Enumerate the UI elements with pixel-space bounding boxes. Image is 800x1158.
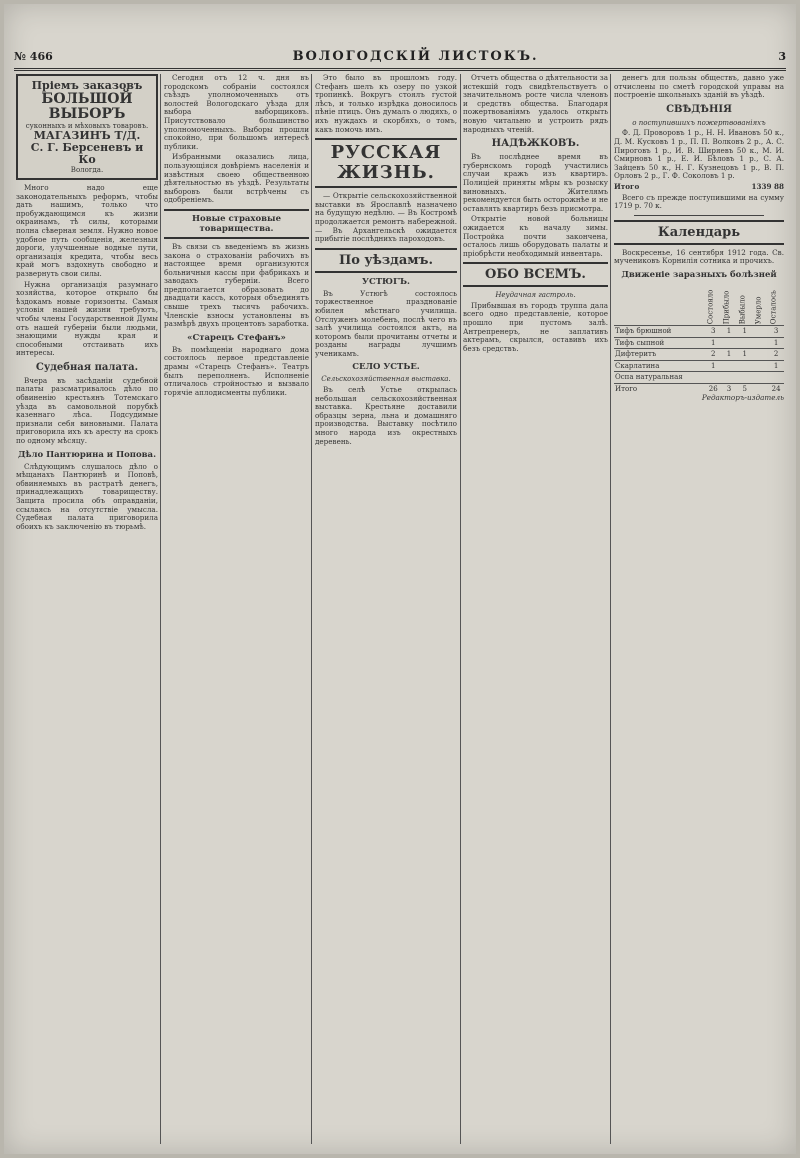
article-text: Въ послѣднее время въ губернскомъ городѣ участились случаи кражъ изъ квартиръ. Полиціей приняты мѣры къ розыску виновныхъ. Жителямъ рекомендуется быть осторожнѣе и не оставлять квартиръ безъ присмотра. <box>463 152 608 213</box>
article-text: денегъ для пользы обществъ, давно уже отчислены по сметѣ городской управы на построеніе школьныхъ зданій въ уѣздѣ. <box>614 74 784 100</box>
footer-signature: Редакторъ-издатель <box>701 393 784 403</box>
column-5 <box>614 74 784 1144</box>
table-header: Состояло <box>707 289 716 325</box>
article-headline: Дѣло Пантюрина и Попова. <box>17 449 157 460</box>
article-subheadline: УСТЮГЪ. <box>362 276 410 287</box>
column-4 <box>463 74 608 1144</box>
article-text: — Открытіе сельскохозяйственной выставки въ Ярославлѣ назначено на будущую недѣлю. — Въ Костромѣ продолжается ремонтъ набережной. — Въ Архангельскѣ ожидается прибытіе послѣднихъ пароходовъ. <box>315 191 457 244</box>
table-header: Выбыло <box>738 295 747 325</box>
article-subheadline: Неудачная гастроль. <box>495 291 576 300</box>
column-2 <box>164 74 309 1144</box>
article-text: Вчера въ засѣданіи судебной палаты разсматривалось дѣло по обвиненію крестьянъ Тотемскаго уѣзда въ самовольной порубкѣ казеннаго лѣса. Подсудимые признали себя виновными. Палата приговорила ихъ къ аресту на срокъ по одному мѣсяцу. <box>16 375 158 446</box>
table-row: Тифъ сыпной 1 1 <box>614 337 784 349</box>
subtotal-row <box>614 183 784 192</box>
donation-list: Ф. Д. Проворовъ 1 р., Н. Н. Ивановъ 50 к., Д. М. Кусковъ 1 р., П. П. Волковъ 2 р., А. С. Пироговъ 1 р., И. В. Ширяевъ 50 к., М. И. Смирновъ 1 р., Е. И. Бѣловъ 1 р., С. А. Зайцевъ 50 к., Н. Г. Кузнецовъ 1 р., В. П. Орловъ 2 р., Г. Ф. Соколовъ 1 р. <box>614 128 784 181</box>
article-headline: «Старецъ Стефанъ» <box>187 332 286 343</box>
article-subheadline: о поступившихъ пожертвованіяхъ <box>632 118 766 127</box>
article-text: Въ селѣ Устье открылась небольшая сельскохозяйственная выставка. Крестьяне доставили образцы зерна, льна и домашняго производства. Выставку посѣтило много народа изъ окрестныхъ деревень. <box>315 385 457 446</box>
table-row: Скарлатина 1 1 <box>614 360 784 372</box>
subtotal-label: Итого <box>614 181 640 191</box>
article-text: Отчетъ общества о дѣятельности за истекшій годъ свидѣтельствуетъ о значительномъ росте числа членовъ и средствъ общества. Благодаря пожертвованіямъ удалось открыть новую читальню и устроить рядъ народныхъ чтеній. <box>463 74 608 134</box>
article-text: Прибывшая въ городъ труппа дала всего одно представленіе, которое прошло при пустомъ залѣ. Антрепренеръ, не заплативъ актерамъ, скрылся, оставивъ ихъ безъ средствъ. <box>463 300 608 353</box>
ad-line: БОЛЬШОЙ ВЫБОРЪ <box>41 91 133 122</box>
column-divider <box>460 74 461 1144</box>
newspaper-page <box>4 4 796 1154</box>
article-headline: Судебная палата. <box>35 361 139 373</box>
article-text: Нужна организація разумнаго хозяйства, которое открыло бы ѣздокамъ новые горизонты. Самыя условія нашей жизни требуютъ, чтобы члены Государственной Думы отъ нашей губерніи были людьми, знающими нужды края и способными отстаивать ихъ интересы. <box>16 279 158 358</box>
section-headline: По уѣздамъ. <box>315 248 457 273</box>
table-header <box>614 283 705 326</box>
ad-line: суконныхъ и мѣховыхъ товаровъ. <box>25 122 149 130</box>
article-text: Воскресенье, 16 сентября 1912 года. Св. мучениковъ Корнилія сотника и прочихъ. <box>614 247 784 266</box>
article-text: Это было въ прошломъ году. Стефанъ шелъ къ озеру по узкой тропинкѣ. Вокругъ стоялъ густой лѣсъ, и только изрѣдка доносилось пѣніе птицъ. Онъ думалъ о людяхъ, о ихъ нуждахъ и скорбяхъ, о томъ, какъ помочь имъ. <box>315 74 457 134</box>
advertisement-box <box>16 74 158 180</box>
section-headline: ОБО ВСЕМЪ. <box>463 262 608 287</box>
article-text: Избранными оказались лица, пользующіяся довѣріемъ населенія и извѣстныя своею общественною дѣятельностью въ уѣздѣ. Результаты выборовъ были встрѣчены съ одобреніемъ. <box>164 152 309 205</box>
table-header: Умерло <box>754 296 763 325</box>
table-title: Движеніе заразныхъ болѣзней <box>621 269 777 280</box>
column-divider <box>160 74 161 1144</box>
article-subheadline: Сельскохозяйственная выставка. <box>321 375 451 384</box>
table-row: Дифтеритъ 2 1 1 2 <box>614 349 784 361</box>
divider <box>634 215 764 216</box>
ad-line: Пріемъ заказовъ <box>31 79 143 92</box>
masthead <box>14 44 786 71</box>
table-total-row: Итого 26 3 5 24 <box>614 383 784 394</box>
table-row: Тифъ брюшной 3 1 1 3 <box>614 325 784 337</box>
article-headline: НАДѢЖКОВЪ. <box>491 138 580 150</box>
ad-line: МАГАЗИНЪ Т/Д. <box>33 129 141 142</box>
column-1 <box>16 74 158 1144</box>
article-text: Слѣдующимъ слушалось дѣло о мѣщанахъ Пантюринѣ и Поповѣ, обвиняемыхъ въ растратѣ денегъ, принадлежащихъ товариществу. Защита просила объ оправданіи, ссылаясь на отсутствіе умысла. Судебная палата приговорила обоихъ къ заключенію въ тюрьмѣ. <box>16 461 158 531</box>
column-3 <box>315 74 457 1144</box>
ad-line: С. Г. Берсеневъ и Ко <box>30 141 144 166</box>
table-header: Осталось <box>769 290 778 325</box>
table-row: Оспа натуральная <box>614 372 784 384</box>
section-headline: Календарь <box>614 220 784 245</box>
section-headline: РУССКАЯ ЖИЗНЬ. <box>315 138 457 188</box>
page-number: 3 <box>778 49 786 63</box>
article-text: Въ связи съ введеніемъ въ жизнь закона о страхованіи рабочихъ въ настоящее время организуются больничныя кассы при фабрикахъ и заводахъ губерніи. Всего предполагается образовать до двадцати кассъ, которыя объединятъ свыше трехъ тысячъ рабочихъ. Членскіе взносы установлены въ размѣрѣ двухъ процентовъ заработка. <box>164 241 309 329</box>
article-text: Много надо еще законодательныхъ реформъ, чтобы дать нашимъ, только что пробуждающимся къ жизни окраинамъ, тѣ силы, которыми полна сѣверная земля. Нужно новое удобное путь сообщенія, железныя дороги, улучшенные водные пути, организація кредита, чтобы весь край могъ вздохнуть свободно и развернуть свои силы. <box>16 183 158 278</box>
article-headline: СВѢДѢНІЯ <box>666 103 732 115</box>
article-text: Въ Устюгѣ состоялось торжественное празднованіе юбилея мѣстнаго училища. Отслуженъ молебенъ, послѣ чего въ залѣ училища состоялся актъ, на которомъ были прочитаны отчеты и розданы награды лучшимъ ученикамъ. <box>315 288 457 358</box>
table-header: Прибыло <box>722 290 731 325</box>
article-headline: Новые страховые товарищества. <box>164 209 309 239</box>
ad-line: Вологда. <box>70 166 104 174</box>
column-divider <box>610 74 611 1144</box>
issue-number: № 466 <box>14 49 53 63</box>
article-text: Открытіе новой больницы ожидается къ началу зимы. Постройка почти закончена, осталось лишь оборудовать палаты и пріобрѣсти необходимый инвентарь. <box>463 214 608 258</box>
newspaper-title: ВОЛОГОДСКІЙ ЛИСТОКЪ. <box>292 48 539 64</box>
subtotal-value: 1339 88 <box>751 181 784 191</box>
article-text: Въ помѣщеніи народнаго дома состоялось первое представленіе драмы «Старецъ Стефанъ». Театръ былъ переполненъ. Исполненіе отличалось стройностью и вызвало горячіе аплодисменты публики. <box>164 344 309 397</box>
article-text: Сегодня отъ 12 ч. дня въ городскомъ собраніи состоялся съѣздъ уполномоченныхъ отъ волостей Вологодскаго уѣзда для выбора выборщиковъ. Присутствовало большинство уполномоченныхъ. Выборы прошли спокойно, при большомъ интересѣ публики. <box>164 74 309 151</box>
article-text: Всего съ прежде поступившими на сумму 1719 р. 70 к. <box>614 192 784 211</box>
article-headline: СЕЛО УСТЬЕ. <box>352 362 420 373</box>
disease-table <box>614 283 784 395</box>
column-divider <box>311 74 312 1144</box>
